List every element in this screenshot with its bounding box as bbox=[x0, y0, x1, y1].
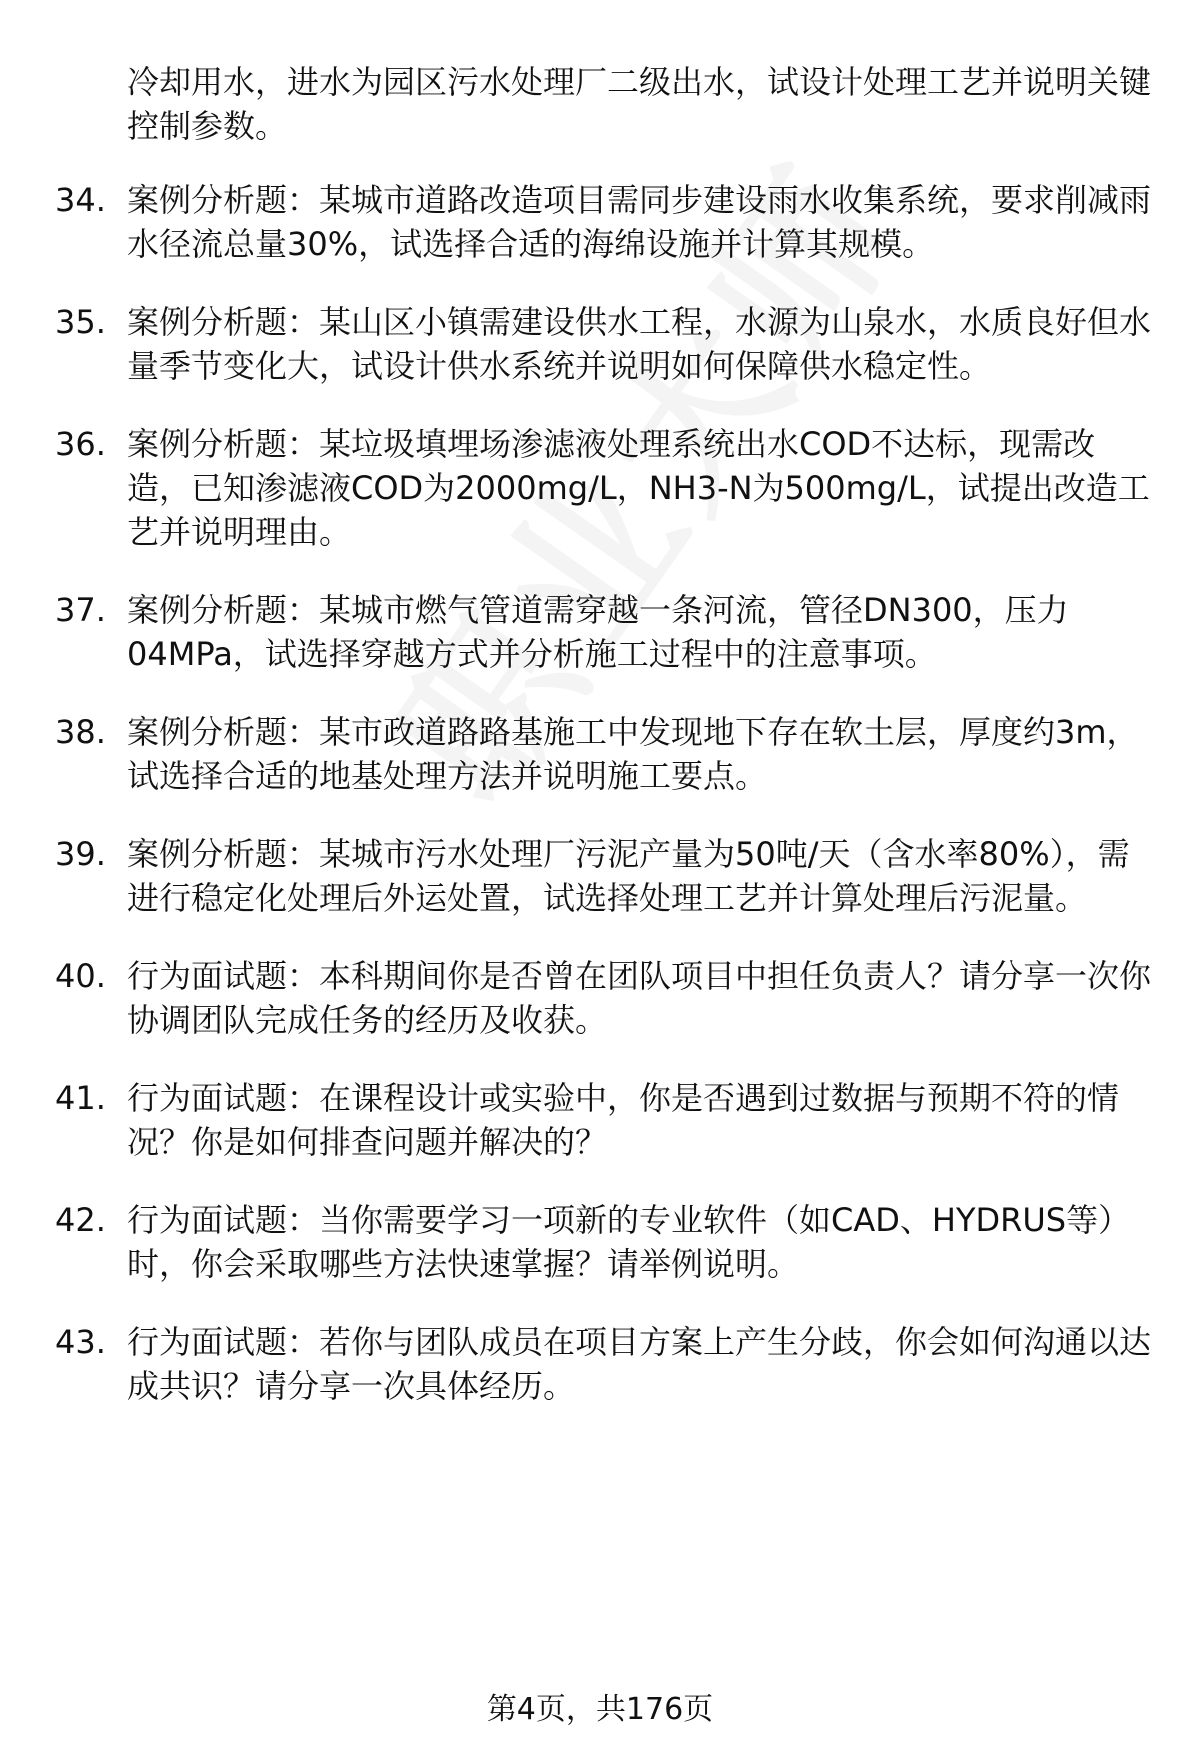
question-text: 案例分析题：某山区小镇需建设供水工程，水源为山泉水，水质良好但水量季节变化大，试设计供水系统并说明如何保障供水稳定性。 bbox=[127, 303, 1152, 385]
question-item bbox=[55, 588, 1155, 676]
question-number: 36. bbox=[55, 425, 106, 463]
question-text: 行为面试题：当你需要学习一项新的专业软件（如CAD、HYDRUS等）时，你会采取哪些方法快速掌握？请举例说明。 bbox=[127, 1201, 1131, 1283]
question-number: 37. bbox=[55, 591, 106, 629]
question-number: 39. bbox=[55, 835, 106, 873]
question-number: 41. bbox=[55, 1079, 106, 1117]
question-continuation bbox=[55, 60, 1155, 148]
question-item bbox=[55, 710, 1155, 798]
question-item bbox=[55, 300, 1155, 388]
question-item bbox=[55, 1198, 1155, 1286]
question-number: 40. bbox=[55, 957, 106, 995]
question-item bbox=[55, 422, 1155, 554]
continuation-text: 冷却用水，进水为园区污水处理厂二级出水，试设计处理工艺并说明关键控制参数。 bbox=[127, 63, 1152, 145]
question-number: 43. bbox=[55, 1323, 106, 1361]
question-text: 行为面试题：本科期间你是否曾在团队项目中担任负责人？请分享一次你协调团队完成任务的经历及收获。 bbox=[127, 957, 1152, 1039]
question-item bbox=[55, 832, 1155, 920]
question-number: 42. bbox=[55, 1201, 106, 1239]
question-text: 行为面试题：在课程设计或实验中，你是否遇到过数据与预期不符的情况？你是如何排查问题并解决的？ bbox=[127, 1079, 1120, 1161]
question-number: 38. bbox=[55, 713, 106, 751]
page-number: 第4页，共176页 bbox=[486, 1692, 714, 1727]
question-text: 案例分析题：某垃圾填埋场渗滤液处理系统出水COD不达标，现需改造，已知渗滤液COD为2000mg/L，NH3-N为500mg/L，试提出改造工艺并说明理由。 bbox=[127, 425, 1150, 551]
question-text: 案例分析题：某城市污水处理厂污泥产量为50吨/天（含水率80%），需进行稳定化处理后外运处置，试选择处理工艺并计算处理后污泥量。 bbox=[127, 835, 1130, 917]
question-text: 案例分析题：某市政道路路基施工中发现地下存在软土层，厚度约3m，试选择合适的地基处理方法并说明施工要点。 bbox=[127, 713, 1139, 795]
question-item bbox=[55, 178, 1155, 266]
question-text: 案例分析题：某城市燃气管道需穿越一条河流，管径DN300，压力04MPa，试选择穿越方式并分析施工过程中的注意事项。 bbox=[127, 591, 1069, 673]
question-text: 行为面试题：若你与团队成员在项目方案上产生分歧，你会如何沟通以达成共识？请分享一次具体经历。 bbox=[127, 1323, 1152, 1405]
question-item bbox=[55, 1076, 1155, 1164]
question-list bbox=[55, 60, 1155, 1442]
question-text: 案例分析题：某城市道路改造项目需同步建设雨水收集系统，要求削减雨水径流总量30%，试选择合适的海绵设施并计算其规模。 bbox=[127, 181, 1152, 263]
question-item bbox=[55, 1320, 1155, 1408]
question-item bbox=[55, 954, 1155, 1042]
question-number: 34. bbox=[55, 181, 106, 219]
question-number: 35. bbox=[55, 303, 106, 341]
